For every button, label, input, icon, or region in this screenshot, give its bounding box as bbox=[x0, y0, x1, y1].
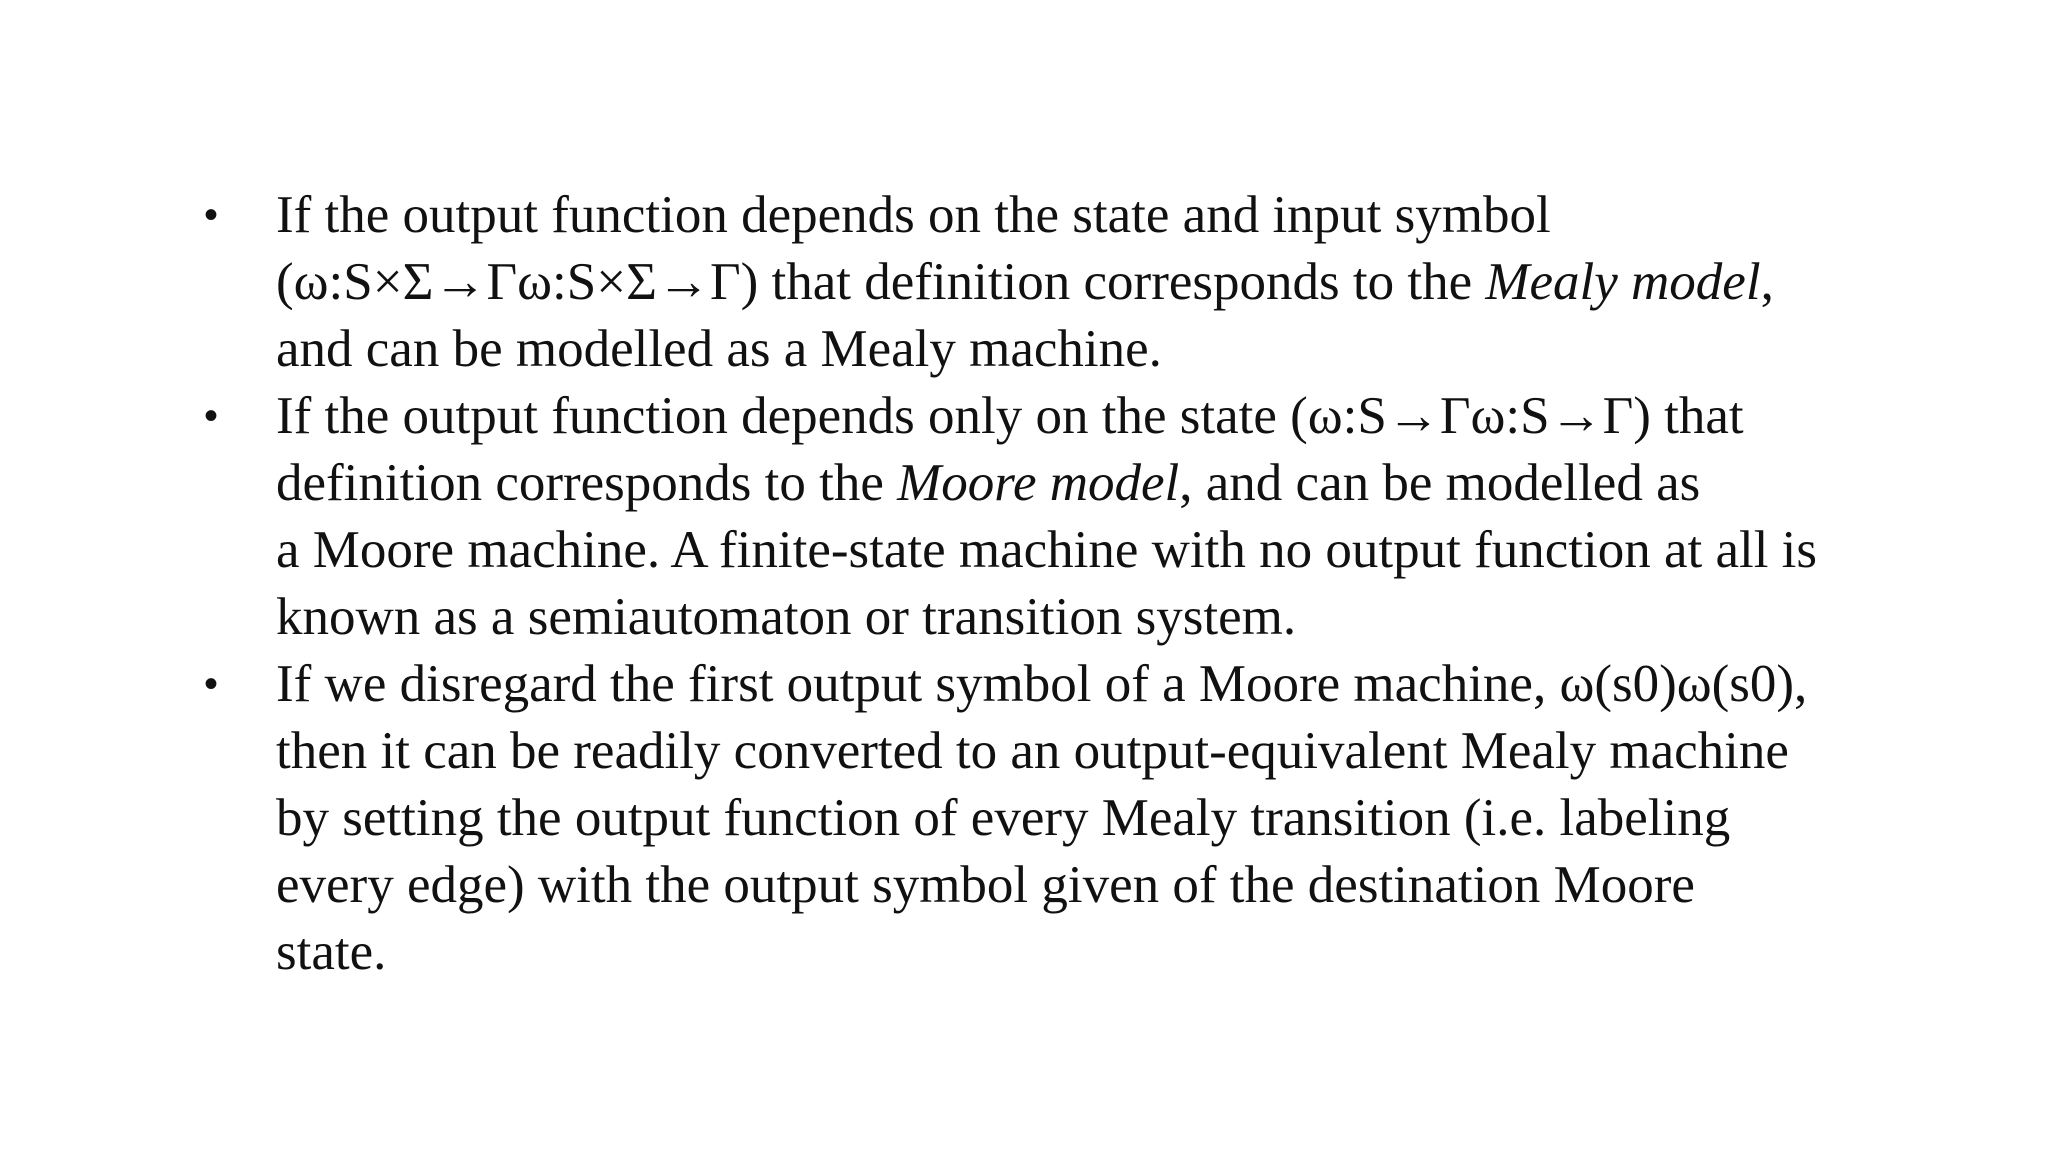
text-line: known as a semiautomaton or transition system. bbox=[276, 588, 1297, 646]
bullet-marker: • bbox=[203, 662, 218, 706]
bullet-marker: • bbox=[203, 394, 218, 438]
bullet-item-mealy bbox=[196, 182, 1916, 383]
text-line: a Moore machine. A finite-state machine with no output function at all is bbox=[276, 521, 1818, 579]
text-line: If the output function depends only on the state (ω:S→Γω:S→Γ) that bbox=[276, 387, 1744, 445]
text-line: definition corresponds to the Moore model, and can be modelled as bbox=[276, 454, 1701, 512]
emphasis-mealy-model: Mealy model bbox=[1485, 253, 1761, 311]
text-line: and can be modelled as a Mealy machine. bbox=[276, 320, 1162, 378]
text-line: every edge) with the output symbol given of the destination Moore bbox=[276, 856, 1695, 914]
text-line: (ω:S×Σ→Γω:S×Σ→Γ) that definition corresponds to the Mealy model, bbox=[276, 253, 1774, 311]
text-line: If we disregard the first output symbol of a Moore machine, ω(s0)ω(s0), bbox=[276, 655, 1808, 713]
bullet-item-moore bbox=[196, 383, 1916, 651]
text-line: state. bbox=[276, 923, 387, 981]
bullet-item-conversion bbox=[196, 651, 1916, 986]
bullet-text bbox=[276, 651, 1916, 986]
text-line: If the output function depends on the state and input symbol bbox=[276, 186, 1551, 244]
text-line: then it can be readily converted to an output-equivalent Mealy machine bbox=[276, 722, 1789, 780]
bullet-text bbox=[276, 383, 1916, 651]
emphasis-moore-model: Moore model bbox=[897, 454, 1180, 512]
bullet-text bbox=[276, 182, 1916, 383]
bullet-list bbox=[196, 182, 1916, 986]
text-line: by setting the output function of every Mealy transition (i.e. labeling bbox=[276, 789, 1731, 847]
bullet-marker: • bbox=[203, 193, 218, 237]
